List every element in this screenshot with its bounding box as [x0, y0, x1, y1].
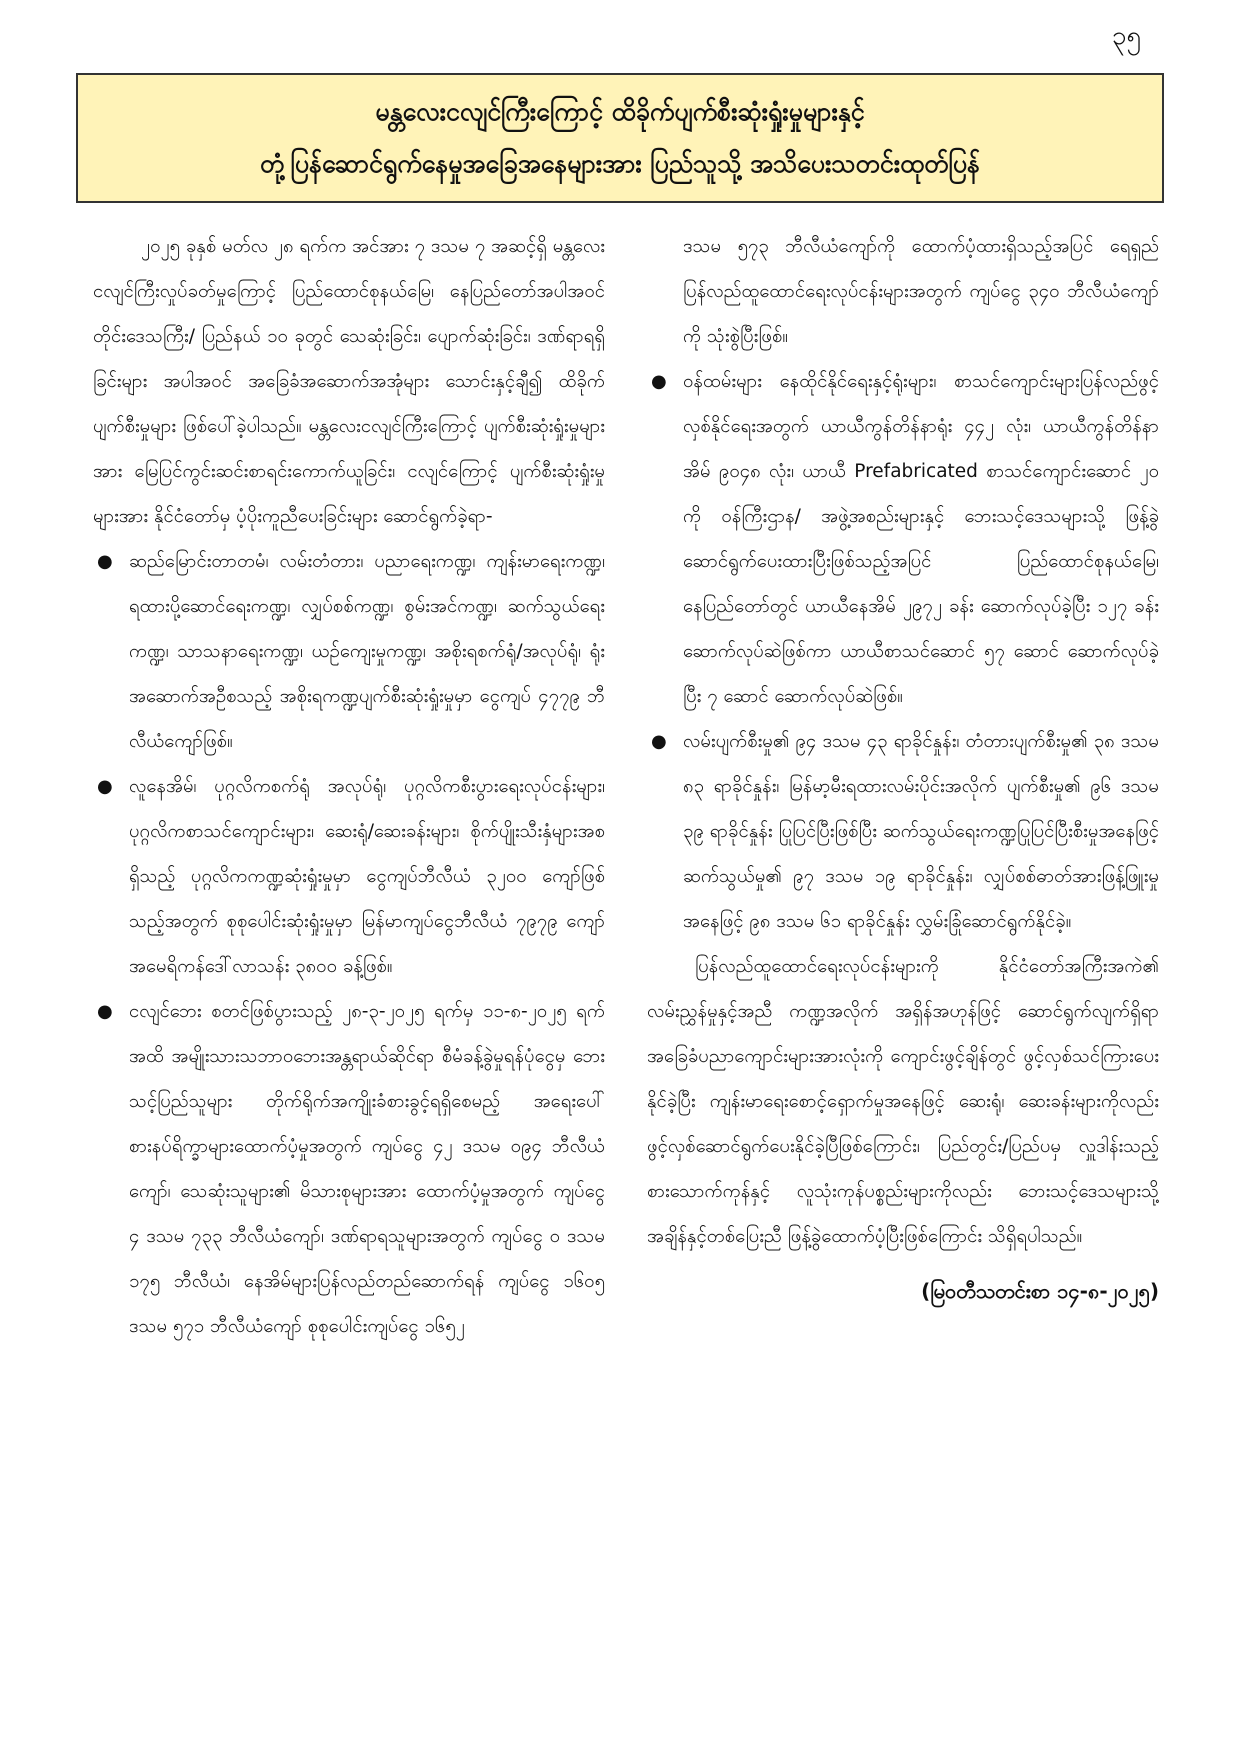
page-number: ၃၅: [1111, 21, 1141, 51]
bullet-text: ဝန်ထမ်းများ နေထိုင်နိုင်ရေးနှင့်ရုံးများ၊ စာသင်ကျောင်းများပြန်လည်ဖွင့်လှစ်နိုင်ရေးအတွက် ယာယီကွန်တိန်နာရုံး ၄၄၂ လုံး၊ ယာယီကွန်တိန်နာအိမ် ၉၀၄၈ လုံး၊ ယာယီ Prefabricated စာသင်ကျောင်းဆောင် ၂၀ ကို ဝန်ကြီးဌာန/ အဖွဲ့အစည်းများနှင့် ဘေးသင့်ဒေသများသို့ ဖြန့်ခွဲဆောင်ရွက်ပေးထားပြီးဖြစ်သည့်အပြင် ပြည်ထောင်စုနယ်မြေ၊ နေပြည်တော်တွင် ယာယီနေအိမ် ၂၉၇၂ ခန်း ဆောက်လုပ်ခဲ့ပြီး ၁၂၇ ခန်းဆောက်လုပ်ဆဲဖြစ်ကာ ယာယီစာသင်ဆောင် ၅၇ ဆောင် ဆောက်လုပ်ခဲ့ပြီး ၇ ဆောင် ဆောက်လုပ်ဆဲဖြစ်။: [683, 371, 1159, 707]
list-item: [93, 539, 605, 764]
list-item: [647, 719, 1159, 944]
bullet-text: လူနေအိမ်၊ ပုဂ္ဂလိကစက်ရုံ အလုပ်ရုံ၊ ပုဂ္ဂလိကစီးပွားရေးလုပ်ငန်းများ၊ ပုဂ္ဂလိကစာသင်ကျောင်းများ၊ ဆေးရုံ/ဆေးခန်းများ၊ စိုက်ပျိုးသီးနှံများအစရှိသည့် ပုဂ္ဂလိကကဏ္ဍဆုံးရှုံးမှုမှာ ငွေကျပ်ဘီလီယံ ၃၂၀၀ ကျော်ဖြစ်သည့်အတွက် စုစုပေါင်းဆုံးရှုံးမှုမှာ မြန်မာကျပ်ငွေဘီလီယံ ၇၉၇၉ ကျော် အမေရိကန်ဒေါ်လာသန်း ၃၈၀၀ ခန့်ဖြစ်။: [129, 776, 605, 977]
left-column: [93, 224, 605, 1349]
article-body: [93, 224, 1159, 1349]
list-item: [647, 359, 1159, 719]
closing-paragraph: ပြန်လည်ထူထောင်ရေးလုပ်ငန်းများကို နိုင်ငံတော်အကြီးအကဲ၏ လမ်းညွှန်မှုနှင့်အညီ ကဏ္ဍအလိုက် အရှိန်အဟုန်ဖြင့် ဆောင်ရွက်လျက်ရှိရာ အခြေခံပညာကျောင်းများအားလုံးကို ကျောင်းဖွင့်ချိန်တွင် ဖွင့်လှစ်သင်ကြားပေးနိုင်ခဲ့ပြီး ကျန်းမာရေးစောင့်ရှောက်မှုအနေဖြင့် ဆေးရုံ၊ ဆေးခန်းများကိုလည်း ဖွင့်လှစ်ဆောင်ရွက်ပေးနိုင်ခဲ့ပြီဖြစ်ကြောင်း၊ ပြည်တွင်း/ပြည်ပမှ လှူဒါန်းသည့်စားသောက်ကုန်နှင့် လူသုံးကုန်ပစ္စည်းများကိုလည်း ဘေးသင့်ဒေသများသို့ အချိန်နှင့်တစ်ပြေးညီ ဖြန့်ခွဲထောက်ပံ့ပြီးဖြစ်ကြောင်း သိရှိရပါသည်။: [647, 956, 1159, 1247]
list-item-continuation: [647, 224, 1159, 359]
right-column: [647, 224, 1159, 1349]
bullet-text: လမ်းပျက်စီးမှု၏ ၉၄ ဒသမ ၄၃ ရာခိုင်နှုန်း၊ တံတားပျက်စီးမှု၏ ၃၈ ဒသမ ၈၃ ရာခိုင်နှုန်း၊ မြန်မာ့မီးရထားလမ်းပိုင်းအလိုက် ပျက်စီးမှု၏ ၉၆ ဒသမ ၃၉ ရာခိုင်နှုန်း ပြုပြင်ပြီးဖြစ်ပြီး ဆက်သွယ်ရေးကဏ္ဍပြုပြင်ပြီးစီးမှုအနေဖြင့် ဆက်သွယ်မှု၏ ၉၇ ဒသမ ၁၉ ရာခိုင်နှုန်း၊ လျှပ်စစ်ဓာတ်အားဖြန့်ဖြူးမှုအနေဖြင့် ၉၈ ဒသမ ၆၁ ရာခိုင်နှုန်း လွှမ်းခြုံဆောင်ရွက်နိုင်ခဲ့။: [683, 731, 1159, 932]
list-item: [93, 764, 605, 989]
headline-line-2: တုံ့ပြန်ဆောင်ရွက်နေမှုအခြေအနေများအား ပြည်သူသို့ အသိပေးသတင်းထုတ်ပြန်: [259, 149, 981, 178]
bullet-icon: ●: [651, 371, 667, 392]
bullet-icon: ●: [651, 731, 667, 752]
source-citation: (မြဝတီသတင်းစာ ၁၄-၈-၂၀၂၅): [921, 1279, 1159, 1303]
bullet-icon: ●: [97, 776, 113, 797]
continuation-text: ဒသမ ၅၇၃ ဘီလီယံကျော်ကို ထောက်ပံ့ထားရှိသည့်အပြင် ရေရှည်ပြန်လည်ထူထောင်ရေးလုပ်ငန်းများအတွက် ကျပ်ငွေ ၃၄၀ ဘီလီယံကျော်ကို သုံးစွဲပြီးဖြစ်။: [683, 236, 1159, 347]
headline-box: [76, 73, 1164, 203]
right-bullet-list: [647, 224, 1159, 944]
headline-line-1: မန္တလေးငလျင်ကြီးကြောင့် ထိခိုက်ပျက်စီးဆုံးရှုံးမှုများနှင့်: [375, 97, 865, 126]
left-bullet-list: [93, 539, 605, 1349]
intro-paragraph: ၂၀၂၅ ခုနှစ် မတ်လ ၂၈ ရက်က အင်အား ၇ ဒသမ ၇ အဆင့်ရှိ မန္တလေးငလျင်ကြီးလှုပ်ခတ်မှုကြောင့် ပြည်ထောင်စုနယ်မြေ၊ နေပြည်တော်အပါအဝင် တိုင်းဒေသကြီး/ ပြည်နယ် ၁၀ ခုတွင် သေဆုံးခြင်း၊ ပျောက်ဆုံးခြင်း၊ ဒဏ်ရာရရှိခြင်းများ အပါအဝင် အခြေခံအဆောက်အအုံများ သောင်းနှင့်ချီ၍ ထိခိုက်ပျက်စီးမှုများ ဖြစ်ပေါ်ခဲ့ပါသည်။ မန္တလေးငလျင်ကြီးကြောင့် ပျက်စီးဆုံးရှုံးမှုများအား မြေပြင်ကွင်းဆင်းစာရင်းကောက်ယူခြင်း၊ ငလျင်ကြောင့် ပျက်စီးဆုံးရှုံးမှုများအား နိုင်ငံတော်မှ ပံ့ပိုးကူညီပေးခြင်းများ ဆောင်ရွက်ခဲ့ရာ-: [93, 236, 605, 527]
bullet-text: ဆည်မြောင်းတာတမံ၊ လမ်းတံတား၊ ပညာရေးကဏ္ဍ၊ ကျန်းမာရေးကဏ္ဍ၊ ရထားပို့ဆောင်ရေးကဏ္ဍ၊ လျှပ်စစ်ကဏ္ဍ၊ စွမ်းအင်ကဏ္ဍ၊ ဆက်သွယ်ရေးကဏ္ဍ၊ သာသနာရေးကဏ္ဍ၊ ယဉ်ကျေးမှုကဏ္ဍ၊ အစိုးရစက်ရုံ/အလုပ်ရုံ၊ ရုံးအဆောက်အဦစသည့် အစိုးရကဏ္ဍပျက်စီးဆုံးရှုံးမှုမှာ ငွေကျပ် ၄၇၇၉ ဘီလီယံကျော်ဖြစ်။: [129, 551, 605, 752]
list-item: [93, 989, 605, 1349]
bullet-icon: ●: [97, 1001, 113, 1022]
bullet-icon: ●: [97, 551, 113, 572]
bullet-text: ငလျင်ဘေး စတင်ဖြစ်ပွားသည့် ၂၈-၃-၂၀၂၅ ရက်မှ ၁၁-၈-၂၀၂၅ ရက်အထိ အမျိုးသားသဘာဝဘေးအန္တရာယ်ဆိုင်ရာ စီမံခန့်ခွဲမှုရန်ပုံငွေမှ ဘေးသင့်ပြည်သူများ တိုက်ရိုက်အကျိုးခံစားခွင့်ရရှိစေမည့် အရေးပေါ်စားနပ်ရိက္ခာများထောက်ပံ့မှုအတွက် ကျပ်ငွေ ၄၂ ဒသမ ၀၉၄ ဘီလီယံကျော်၊ သေဆုံးသူများ၏ မိသားစုများအား ထောက်ပံ့မှုအတွက် ကျပ်ငွေ ၄ ဒသမ ၇၃၃ ဘီလီယံကျော်၊ ဒဏ်ရာရသူများအတွက် ကျပ်ငွေ ၀ ဒသမ ၁၇၅ ဘီလီယံ၊ နေအိမ်များပြန်လည်တည်ဆောက်ရန် ကျပ်ငွေ ၁၆၀၅ ဒသမ ၅၇၁ ဘီလီယံကျော် စုစုပေါင်းကျပ်ငွေ ၁၆၅၂: [129, 1001, 605, 1337]
